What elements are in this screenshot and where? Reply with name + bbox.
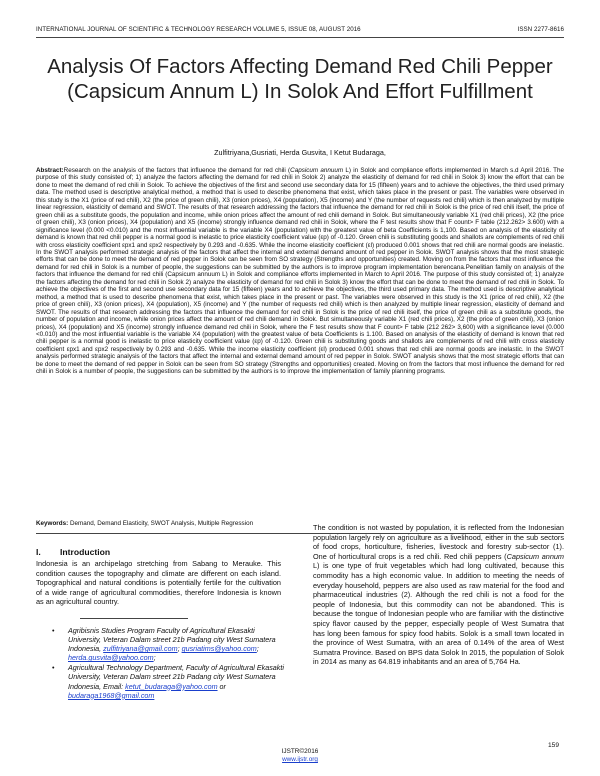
- section-number: I.: [36, 547, 41, 557]
- affiliation-tail: ;: [153, 653, 156, 663]
- email-link[interactable]: budaraga1968@gmail.com: [68, 690, 155, 700]
- footer-url-link[interactable]: www.ijstr.org: [282, 756, 318, 763]
- email-separator: ;: [177, 644, 182, 654]
- journal-name: INTERNATIONAL JOURNAL OF SCIENTIFIC & TECHNOLOGY RESEARCH VOLUME 5, ISSUE 08, AUGUST 2016: [36, 26, 361, 33]
- email-separator: or: [217, 681, 226, 691]
- page-footer: [0, 748, 600, 764]
- paper-title: Analysis Of Factors Affecting Demand Red Chili Pepper (Capsicum Annum L) In Solok And Effort Fulfillment: [47, 55, 553, 103]
- intro-species: Capsicum annum: [506, 551, 565, 561]
- section-title: Introduction: [60, 547, 111, 557]
- intro-paragraph-left: Indonesia is an archipelago stretching from Sabang to Merauke. This condition causes the topography and climate are different on each island. Topographical and natural conditions is potentially fertile for the cultivation of a wide range of agricultural commodities, therefore Indonesia is known as an agricultural country.: [36, 559, 281, 607]
- email-link[interactable]: zulfitriyana@gmail.com: [103, 644, 178, 654]
- email-separator: ;: [256, 644, 259, 654]
- intro-right-text-start: The condition is not wasted by population, it is reflected from the Indonesian population largely rely on agriculture as a livelihood, either in the sub sectors of food crops, horticulture, fisheries, livestock and forestry sub-sector (1). One of horticultural crops is a red chili. Red chili peppers (: [313, 523, 564, 561]
- email-link[interactable]: herda.gusvita@yahoo.com: [68, 653, 154, 663]
- email-link[interactable]: gusriatims@yahoo.com: [181, 644, 257, 654]
- left-column: [36, 547, 281, 607]
- abstract-text-rest: L) in Solok and compliance efforts implemented in March s.d April 2016. The purpose of this study consisted of; 1) analyze the factors affecting the demand for red chili in Solok 2) analyze the elasticity of demand for red chili in Solok 3) know the effort that can be done to meet the demand of red chili in Solok. To achieve the objectives of the first and second use secondary data for 15 (fifteen) years and to achieve the objectives, the third used primary data. The method used is descriptive analytical method, a method that is used to describe phenomena that exist, which takes place in the present or past. The variables were observed in this study is the X1 (price of red chili), X2 (the price of green chili), X3 (onion prices), X4 (population), X5 (income) and Y (the number of requests red chili) which is then analyzed by multiple linear regression, elasticity of demand and SWOT. The results of that research addressing the factors that influence the demand for red chili in Solok is the price of red chili itself, the price of green chili as a substitute goods, the population and income, while onion prices affect the amount of red chili demand in Solok. But simultaneously variable X1 (red chili prices), X2 (the price of green chili), X3 (onion prices), X4 (population) and X5 (income) strongly influence demand red chili in Solok, where the F test results show that F count> F table (212.262> 3.600) with a significance level (0.000 <0.010) and the most influential variable is the variable X4 (population) with the greatest value of beta Coefficients is 1,100. Based on analysis of the elasticity of demand is known that red chili pepper is a normal good is inelastic to price elasticity coefficient value (εp) of -0.120. Green chili is substituting goods and shallots are complements of red chili with cross elasticity coefficient εpx1 and εpx2 respectively by 0.293 and -0.635. While the income elasticity coefficient (εl) produced 0.001 shows that red chili are normal goods are inelastic. In the SWOT analysis performed strategic analysis of the factors that affect the internal and external demand amount of red pepper in Solok. SWOT analysis shows that the most strategic efforts that can be done to meet the demand of red pepper in Solok can be seen from SO strategy (Strengths and opportunities) created. Moving on from the factors that most influence the demand for red chili in Solok is a number of people, the suggestions can be submitted by the authors is to improve program implementation berencana.Penelitian family on analysis of the factors that influence the demand for red chili (Capsicum annuum L) in Solok and compliance efforts implemented in March to April 2016. The purpose of this study consisted of; 1) analyze the factors affecting the demand for red chili in Solok 2) analyze the elasticity of demand for red chili in Solok 3) know the effort that can be done to meet the demand of red chili in Solok. To achieve the objectives of the first and second use secondary data for 15 (fifteen) years and to achieve the objectives, the third used primary data. The method used is descriptive analytical method, a method that is used to describe phenomena that exist, which takes place in the present or past. The variables were observed in this study is the X1 (price of red chili), X2 (the price of green chili), X3 (onion prices), X4 (population), X5 (income) and Y (the number of requests red chili) which is then analyzed by multiple linear regression, elasticity of demand and SWOT. The results of that research addressing the factors that influence the demand for red chili in Solok is the price of red chili itself, the price of green chili as a substitute goods, the number of population and income, while onion prices affect the amount of red chili demand in Solok. But simultaneously variable X1 (red chili prices), X2 (the price of green chili), X3 (onion prices), X4 (population) and X5 (income) strongly influence demand red chili in Solok, where the F test results show that F count> F table (212 262> 3,600) with a significance level (0.000 <0.010) and the most influential variable is the variable X4 (population) with the greatest value of beta Coefficients is 1.100. Based on analysis of the elasticity of demand is known that red chili pepper is a normal good is inelastic to price elasticity coefficient value (εp) of -0.120. Green chili is substituting goods and shallots are complements of red chili with cross elasticity coefficient εpx1 and εpx2 respectively by 0.293 and -0.635. While the income elasticity coefficient (εl) produced 0.001 shows that red chili are normal goods are inelastic. In the SWOT analysis performed strategic analysis of the factors that affect the internal and external demand amount of red pepper in Solok. SWOT analysis shows that the most strategic efforts that can be done to meet the demand of red pepper in Solok can be seen from SO strategy (Strengths and opportunities) created. Moving on from the factors that most influence the demand for red chili in Solok is a number of people, the suggestions can be submitted by the authors is to improve the implementation of family planning programs.: [36, 167, 565, 376]
- keywords-label: Keywords:: [36, 520, 69, 527]
- section-heading-introduction: [36, 547, 281, 558]
- intro-right-text-rest: L) is one type of fruit vegetables which had long cultivated, because this commodity has a high economic value. In addition to meeting the needs of everyday household, peppers are also used as raw material for the food and pharmaceutical industries (2). Although the red chili is not a food for the people of Indonesia, but this commodity can not be abandoned. This is because the tongue of Indonesian people who are familiar with the distinctive spicy flavor caused by the pepper, especially people of West Sumatra that has long been famous for spicy food habits. Solok is a small town located in the province of West Sumatra, with an area of 0.14% of the area of West Sumatra Province. Based on BPS data Solok In 2015, the population of Solok in 2014 as many as 64.819 inhabitants and an area of 5,764 Ha.: [313, 561, 564, 667]
- footnote-rule: [80, 618, 188, 619]
- affiliation-text: Agricultural Technology Department, Faculty of Agricultural Ekasakti University, Veteran Dalam street 21b Padang city West Sumatera Indonesia, Email:: [68, 663, 284, 691]
- keywords-text: Demand, Demand Elasticity, SWOT Analysis, Multiple Regression: [69, 520, 254, 527]
- affiliation-item: [52, 626, 285, 662]
- email-link[interactable]: ketut_budaraga@yahoo.com: [125, 681, 218, 691]
- issn: ISSN 2277-8616: [517, 26, 564, 33]
- abstract-text-start: Research on the analysis of the factors that influence the demand for red chili (: [63, 167, 291, 174]
- footer-copyright: IJSTR©2016: [281, 748, 319, 755]
- affiliation-text: Agribisnis Studies Program Faculty of Agricultural Ekasakti University, Veteran Dalam street 21b Padang city West Sumatera Indonesia,: [68, 626, 276, 654]
- abstract-label: Abstract:: [36, 167, 64, 174]
- affiliation-item: [52, 663, 285, 699]
- author-affiliations: [52, 626, 285, 701]
- authors: Zulfitriyana,Gusriati, Herda Gusvita, I Ketut Budaraga,: [214, 148, 386, 157]
- intro-paragraph-right: [313, 523, 564, 667]
- abstract: [36, 167, 564, 376]
- page-number: 159: [548, 742, 560, 749]
- abstract-species: Capsicum annuum: [290, 167, 344, 174]
- header-rule: [36, 37, 564, 38]
